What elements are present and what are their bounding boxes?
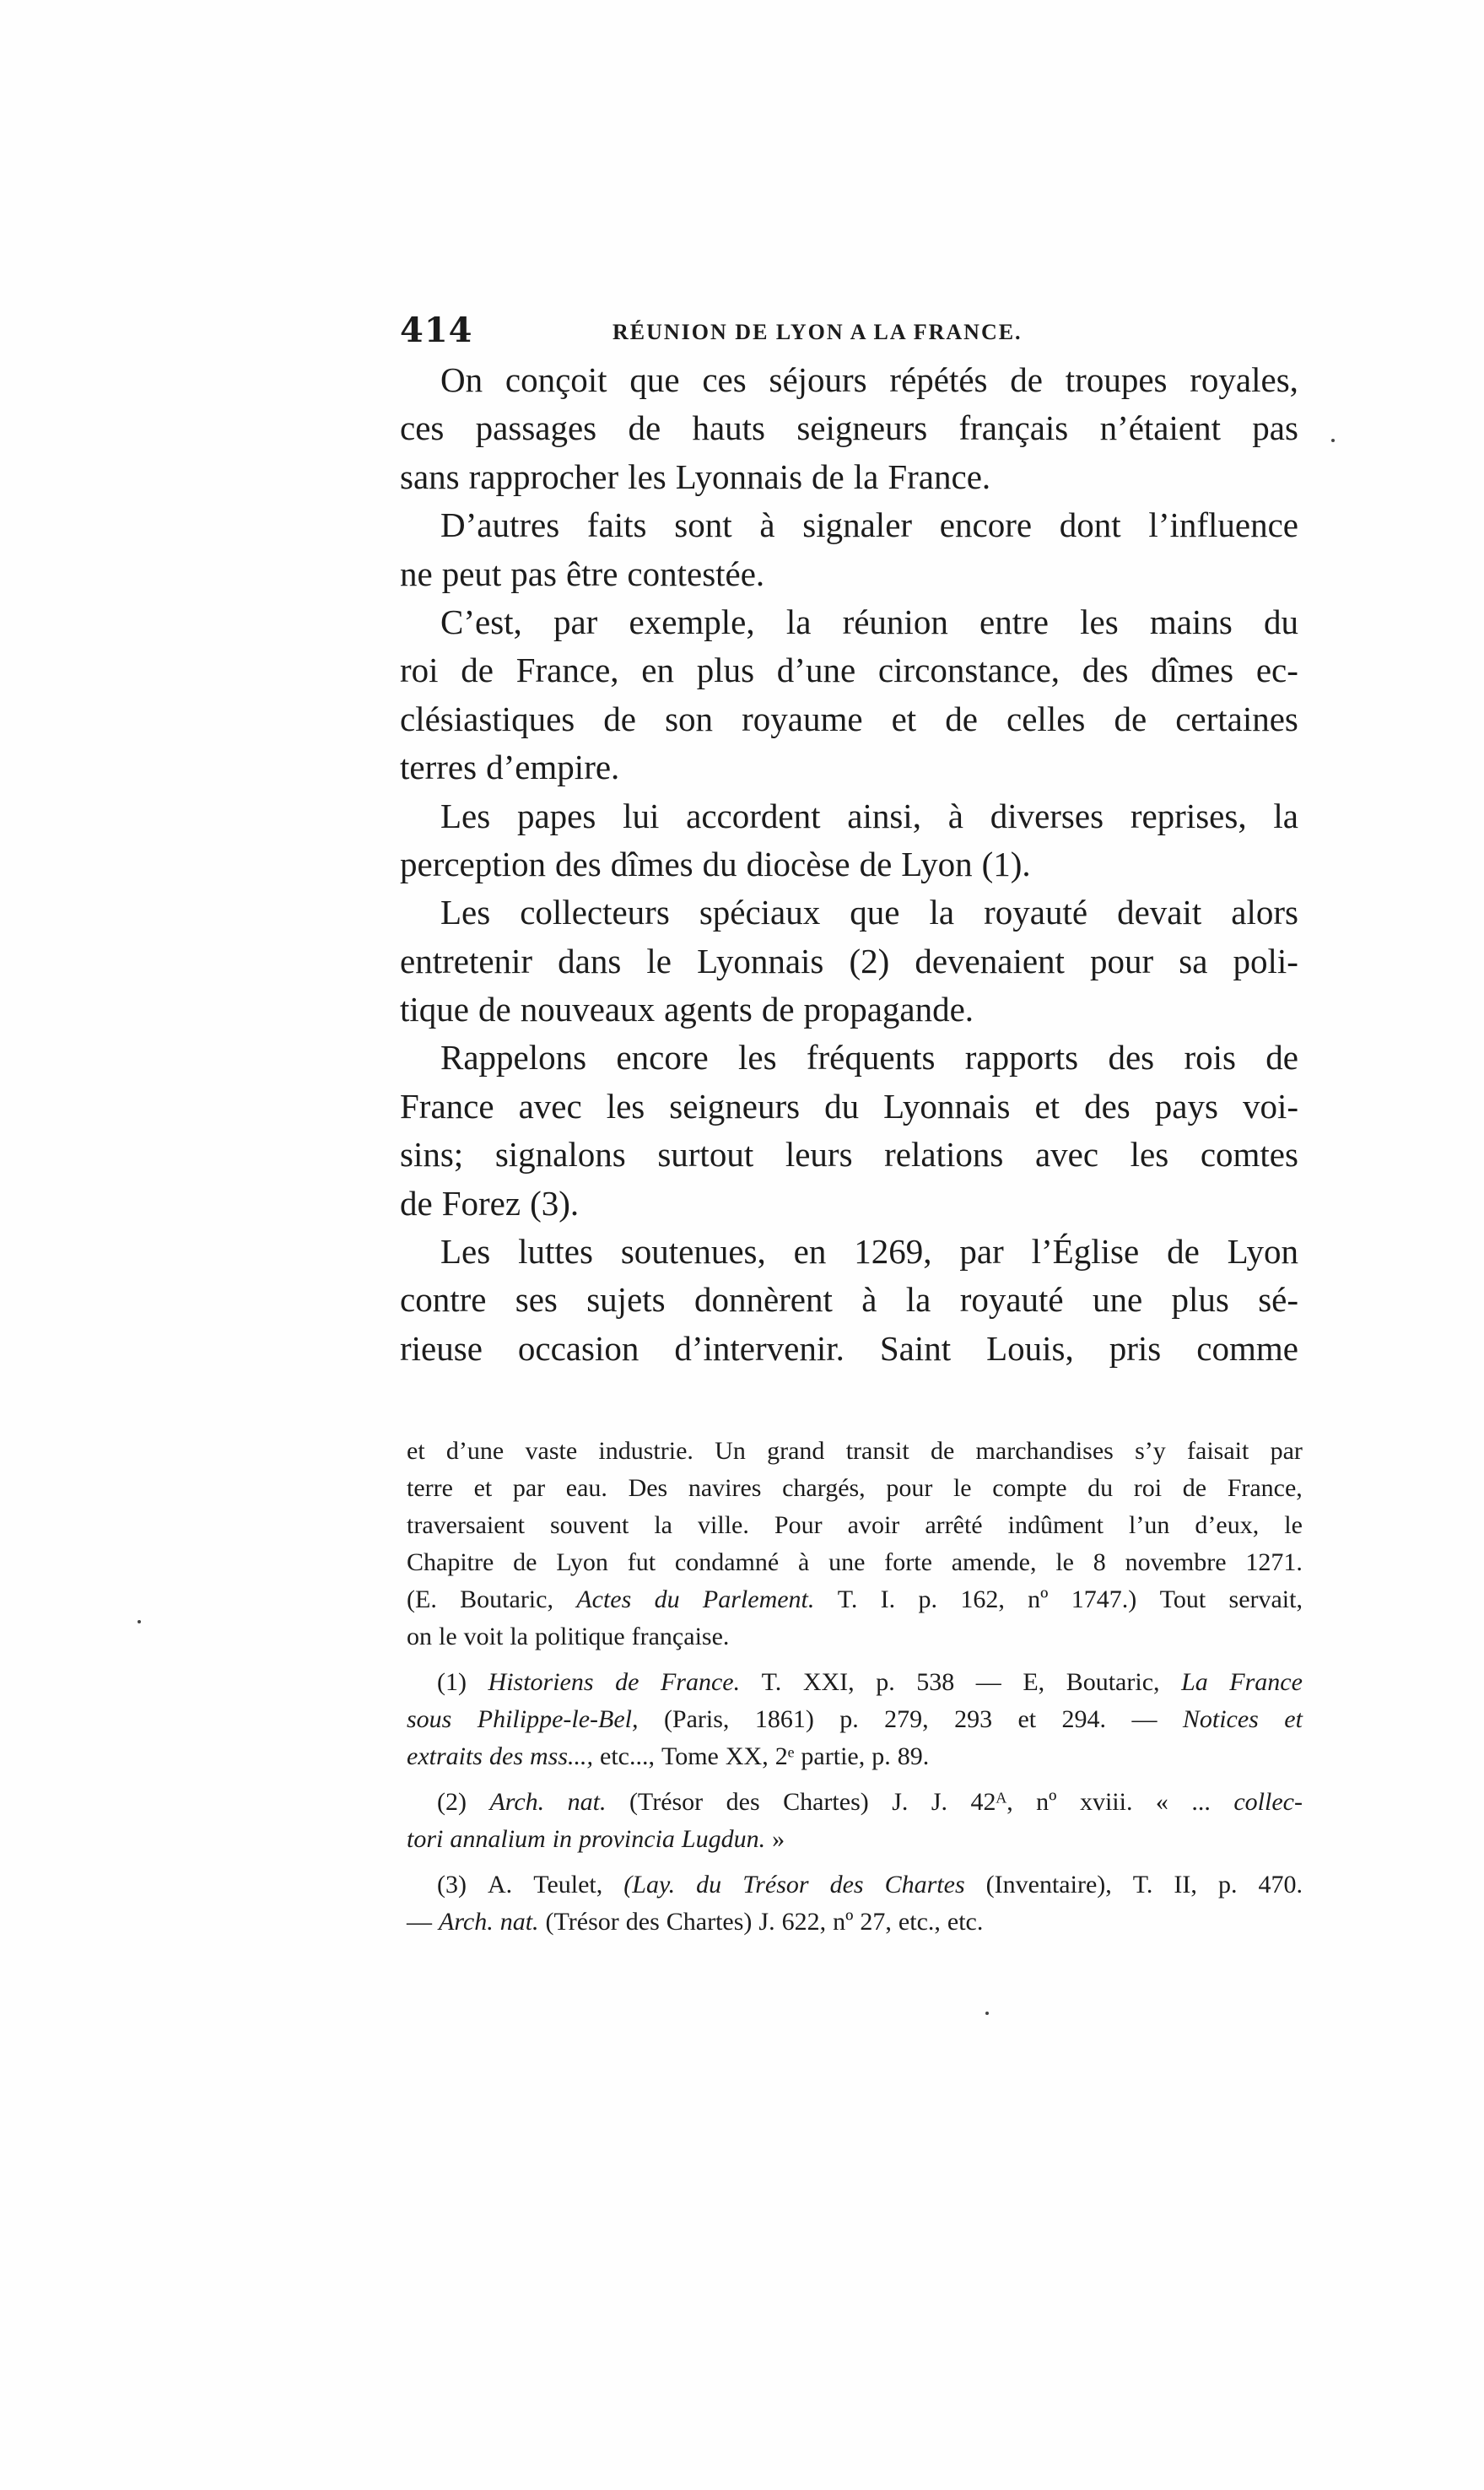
body-line: Les papes lui accordent ainsi, à diverses reprises, la (440, 796, 1298, 835)
body-line: terres d’empire. (400, 748, 620, 787)
page-header (400, 311, 1307, 351)
body-line: roi de France, en plus d’une circonstance, des dîmes ec- (400, 651, 1298, 690)
footnote (407, 1784, 1303, 1858)
body-line: Rappelons encore les fréquents rapports des rois de (440, 1038, 1298, 1078)
footnotes (407, 1433, 1303, 1941)
body-line: rieuse occasion d’intervenir. Saint Louis, pris comme (400, 1328, 1298, 1368)
body-line: sans rapprocher les Lyonnais de la France. (400, 456, 991, 496)
footnote-line: Chapitre de Lyon fut condamné à une forte amende, le 8 novembre 1271. (407, 1548, 1303, 1576)
body-line: perception des dîmes du diocèse de Lyon (1). (400, 844, 1031, 883)
footnote (407, 1664, 1303, 1775)
body-line: entretenir dans le Lyonnais (2) devenaient pour sa poli- (400, 941, 1298, 980)
ink-speck (138, 1620, 141, 1623)
page-number: 414 (400, 311, 473, 350)
body-line: ces passages de hauts seigneurs français n’étaient pas (400, 408, 1298, 448)
body-line: D’autres faits sont à signaler encore dont l’influence (440, 505, 1298, 545)
footnote-line: tori annalium in provincia Lugdun. » (407, 1825, 785, 1853)
footnote (407, 1866, 1303, 1941)
body-line: Les luttes soutenues, en 1269, par l’Église de Lyon (440, 1232, 1298, 1272)
body-line: clésiastiques de son royaume et de celles de certaines (400, 699, 1298, 738)
footnote-line: traversaient souvent la ville. Pour avoir arrêté indûment l’un d’eux, le (407, 1511, 1303, 1539)
body-line: France avec les seigneurs du Lyonnais et des pays voi- (400, 1086, 1298, 1126)
body-line: contre ses sujets donnèrent à la royauté une plus sé- (400, 1280, 1298, 1320)
footnote-line: (E. Boutaric, Actes du Parlement. T. I. p. 162, nº 1747.) Tout servait, (407, 1585, 1303, 1613)
footnote-line: (2) Arch. nat. (Trésor des Chartes) J. J. 42ᴬ, nº xviii. « ... collec- (437, 1788, 1303, 1816)
ink-speck (1331, 439, 1335, 442)
footnote (407, 1433, 1303, 1655)
body-line: C’est, par exemple, la réunion entre les mains du (440, 602, 1298, 641)
body-line: sins; signalons surtout leurs relations avec les comtes (400, 1135, 1298, 1175)
body-line: tique de nouveaux agents de propagande. (400, 990, 974, 1029)
footnote-line: et d’une vaste industrie. Un grand transit de marchandises s’y faisait par (407, 1437, 1303, 1465)
footnote-line: (3) A. Teulet, (Lay. du Trésor des Chartes (Inventaire), T. II, p. 470. (437, 1871, 1303, 1899)
body-line: Les collecteurs spéciaux que la royauté devait alors (440, 893, 1298, 932)
body-line: ne peut pas être contestée. (400, 554, 765, 593)
body-line: de Forez (3). (400, 1183, 580, 1223)
footnote-line: (1) Historiens de France. T. XXI, p. 538 — E, Boutaric, La France (437, 1668, 1303, 1696)
footnote-line: on le voit la politique française. (407, 1623, 730, 1650)
footnote-line: sous Philippe-le-Bel, (Paris, 1861) p. 279, 293 et 294. — Notices et (407, 1705, 1303, 1733)
footnote-line: extraits des mss..., etc..., Tome XX, 2ᵉ partie, p. 89. (407, 1742, 930, 1770)
body-line: On conçoit que ces séjours répétés de troupes royales, (440, 360, 1298, 399)
ink-speck (985, 2012, 989, 2015)
running-title: RÉUNION DE LYON A LA FRANCE. (612, 320, 1023, 344)
body-text (400, 356, 1298, 1373)
footnote-line: terre et par eau. Des navires chargés, pour le compte du roi de France, (407, 1474, 1303, 1502)
footnote-line: — Arch. nat. (Trésor des Chartes) J. 622, nº 27, etc., etc. (407, 1908, 984, 1936)
